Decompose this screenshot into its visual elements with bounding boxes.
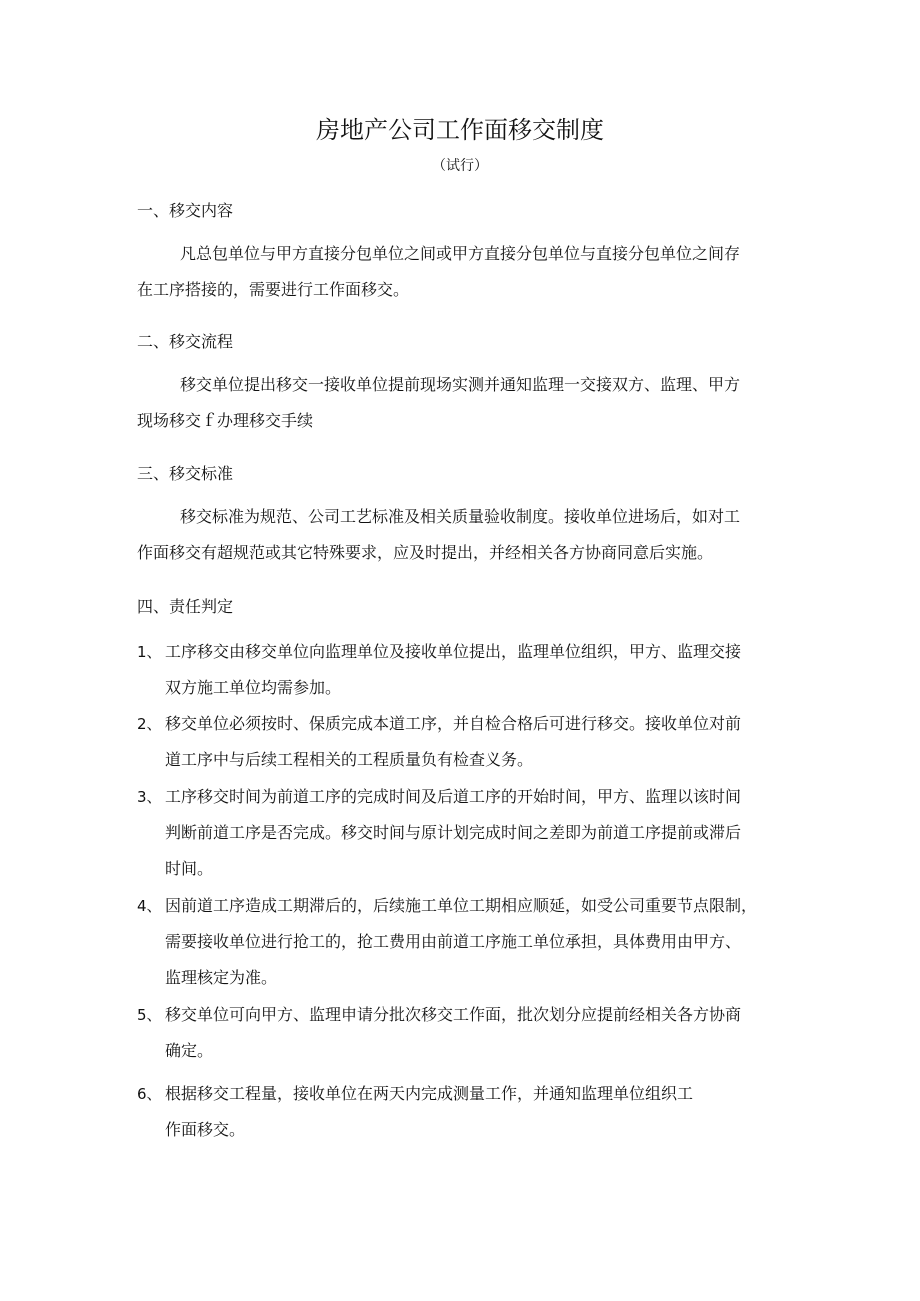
responsibility-item	[137, 779, 787, 887]
item-text: 移交单位必须按时、保质完成本道工序，并自检合格后可进行移交。接收单位对前 道工序中与后续工程相关的工程质量负有检查义务。	[165, 714, 742, 769]
responsibility-item	[137, 997, 787, 1069]
item-number: 5、	[137, 1006, 162, 1024]
item-number: 6、	[137, 1085, 162, 1103]
document-title: 房地产公司工作面移交制度	[316, 116, 604, 144]
item-text: 根据移交工程量，接收单位在两天内完成测量工作，并通知监理单位组织工 作面移交。	[165, 1084, 694, 1139]
section-heading-responsibility: 四、责任判定	[137, 597, 234, 616]
item-number: 4、	[137, 897, 162, 915]
item-number: 1、	[137, 643, 162, 661]
item-number: 3、	[137, 788, 162, 806]
item-text: 因前道工序造成工期滞后的，后续施工单位工期相应顺延，如受公司重要节点限制， 需要接收单位进行抢工的，抢工费用由前道工序施工单位承担，具体费用由甲方、 监理核定为准。	[165, 896, 758, 987]
section-paragraph-standard: 移交标准为规范、公司工艺标准及相关质量验收制度。接收单位进场后，如对工 作面移交有超规范或其它特殊要求，应及时提出，并经相关各方协商同意后实施。	[137, 507, 741, 562]
responsibility-item	[137, 1076, 787, 1148]
responsibility-item	[137, 888, 787, 996]
responsibility-item	[137, 634, 787, 706]
section-heading-content: 一、移交内容	[137, 201, 234, 220]
document-subtitle: （试行）	[432, 158, 488, 174]
item-text: 工序移交由移交单位向监理单位及接收单位提出，监理单位组织，甲方、监理交接 双方施工单位均需参加。	[165, 642, 742, 697]
section-heading-standard: 三、移交标准	[137, 464, 234, 483]
item-text: 移交单位可向甲方、监理申请分批次移交工作面，批次划分应提前经相关各方协商 确定。	[165, 1005, 742, 1060]
item-number: 2、	[137, 715, 162, 733]
item-text: 工序移交时间为前道工序的完成时间及后道工序的开始时间，甲方、监理以该时间 判断前道工序是否完成。移交时间与原计划完成时间之差即为前道工序提前或滞后 时间。	[165, 787, 742, 878]
section-heading-process: 二、移交流程	[137, 332, 234, 351]
responsibility-item	[137, 706, 787, 778]
section-paragraph-process: 移交单位提出移交一接收单位提前现场实测并通知监理一交接双方、监理、甲方 现场移交ｆ办理移交手续	[137, 375, 741, 430]
section-paragraph-content: 凡总包单位与甲方直接分包单位之间或甲方直接分包单位与直接分包单位之间存 在工序搭接的，需要进行工作面移交。	[137, 244, 741, 299]
